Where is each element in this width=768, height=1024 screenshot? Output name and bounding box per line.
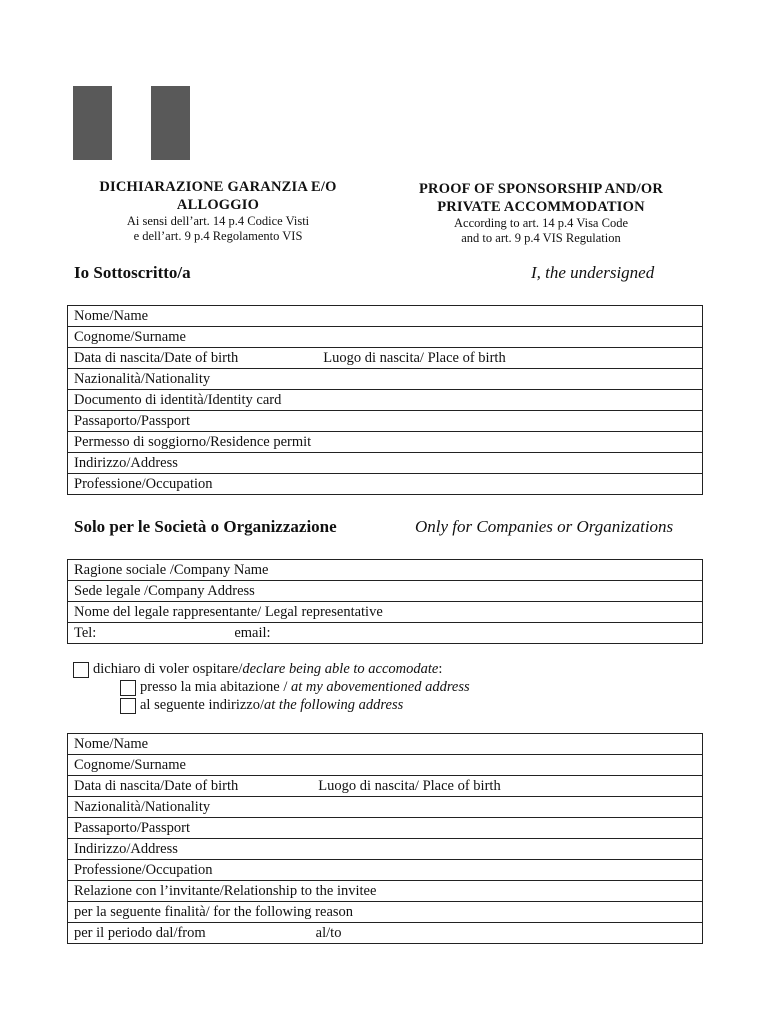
- guest-place-of-birth-label: Luogo di nascita/ Place of birth: [318, 777, 501, 794]
- passport-field[interactable]: Passaporto/Passport: [68, 411, 703, 432]
- declare-checkbox[interactable]: [73, 662, 89, 678]
- surname-field[interactable]: Cognome/Surname: [68, 327, 703, 348]
- flag-stripe-right: [151, 86, 190, 160]
- section1-title-en: I, the undersigned: [531, 263, 655, 282]
- table-row[interactable]: [68, 369, 703, 390]
- email-label: email:: [234, 624, 271, 641]
- table-row[interactable]: [68, 411, 703, 432]
- relationship-field[interactable]: Relazione con l’invitante/Relationship to the invitee: [68, 881, 703, 902]
- guest-birth-field[interactable]: Data di nascita/Date of birth Luogo di nascita/ Place of birth: [68, 776, 703, 797]
- table-row[interactable]: [68, 306, 703, 327]
- header-it-title-1: DICHIARAZIONE GARANZIA E/O: [99, 179, 337, 195]
- contact-field[interactable]: [68, 623, 703, 644]
- table-row[interactable]: [68, 623, 703, 644]
- table-row[interactable]: [68, 797, 703, 818]
- section2-title-it: Solo per le Società o Organizzazione: [74, 517, 337, 536]
- legal-representative-field[interactable]: Nome del legale rappresentante/ Legal representative: [68, 602, 703, 623]
- identity-card-field[interactable]: Documento di identità/Identity card: [68, 390, 703, 411]
- option-other-address: al seguente indirizzo/ at the following address: [120, 697, 403, 714]
- table-row[interactable]: [68, 839, 703, 860]
- place-of-birth-label: Luogo di nascita/ Place of birth: [323, 349, 506, 366]
- residence-permit-field[interactable]: Permesso di soggiorno/Residence permit: [68, 432, 703, 453]
- table-row[interactable]: [68, 902, 703, 923]
- table-row[interactable]: [68, 776, 703, 797]
- header-en-title-2: PRIVATE ACCOMMODATION: [437, 199, 645, 215]
- company-address-field[interactable]: Sede legale /Company Address: [68, 581, 703, 602]
- header-it-sub-2: e dell’art. 9 p.4 Regolamento VIS: [133, 229, 303, 243]
- name-field[interactable]: Nome/Name: [68, 306, 703, 327]
- period-field[interactable]: [68, 923, 703, 944]
- flag-emblem: [73, 86, 190, 160]
- company-form-table: [67, 559, 703, 644]
- table-row[interactable]: [68, 390, 703, 411]
- guest-name-field[interactable]: Nome/Name: [68, 734, 703, 755]
- header-en-sub-2: and to art. 9 p.4 VIS Regulation: [461, 231, 621, 245]
- section2-title-en: Only for Companies or Organizations: [415, 517, 674, 536]
- company-name-field[interactable]: Ragione sociale /Company Name: [68, 560, 703, 581]
- guest-passport-field[interactable]: Passaporto/Passport: [68, 818, 703, 839]
- period-from-label: per il periodo dal/from: [74, 924, 206, 941]
- period-to-label: al/to: [315, 924, 342, 941]
- other-address-checkbox[interactable]: [120, 698, 136, 714]
- guest-form-table: [67, 733, 703, 944]
- declare-line: dichiaro di voler ospitare/ declare being able to accomodate :: [73, 661, 442, 678]
- address-field[interactable]: Indirizzo/Address: [68, 453, 703, 474]
- header-english: [400, 180, 682, 246]
- table-row[interactable]: [68, 734, 703, 755]
- table-row[interactable]: [68, 432, 703, 453]
- table-row[interactable]: [68, 453, 703, 474]
- table-row[interactable]: [68, 581, 703, 602]
- guest-occupation-field[interactable]: Professione/Occupation: [68, 860, 703, 881]
- section1-title-it: Io Sottoscritto/a: [74, 263, 191, 282]
- birth-field[interactable]: Data di nascita/Date of birth Luogo di nascita/ Place of birth: [68, 348, 703, 369]
- table-row[interactable]: [68, 923, 703, 944]
- option-own-home: presso la mia abitazione / at my abovementioned address: [120, 679, 470, 696]
- guest-address-field[interactable]: Indirizzo/Address: [68, 839, 703, 860]
- table-row[interactable]: [68, 881, 703, 902]
- table-row[interactable]: [68, 755, 703, 776]
- header-italian: [78, 178, 358, 244]
- table-row[interactable]: [68, 560, 703, 581]
- guest-surname-field[interactable]: Cognome/Surname: [68, 755, 703, 776]
- table-row[interactable]: [68, 327, 703, 348]
- table-row[interactable]: [68, 602, 703, 623]
- header-en-title-1: PROOF OF SPONSORSHIP AND/OR: [419, 181, 663, 197]
- table-row[interactable]: [68, 474, 703, 495]
- table-row[interactable]: [68, 860, 703, 881]
- table-row[interactable]: [68, 348, 703, 369]
- flag-stripe-left: [73, 86, 112, 160]
- own-home-checkbox[interactable]: [120, 680, 136, 696]
- tel-label: Tel:: [74, 624, 97, 641]
- sponsor-form-table: [67, 305, 703, 495]
- header-it-sub-1: Ai sensi dell’art. 14 p.4 Codice Visti: [126, 214, 310, 228]
- flag-stripe-middle: [112, 86, 151, 160]
- guest-nationality-field[interactable]: Nazionalità/Nationality: [68, 797, 703, 818]
- reason-field[interactable]: per la seguente finalità/ for the following reason: [68, 902, 703, 923]
- nationality-field[interactable]: Nazionalità/Nationality: [68, 369, 703, 390]
- header-en-sub-1: According to art. 14 p.4 Visa Code: [454, 216, 628, 230]
- header-it-title-2: ALLOGGIO: [176, 197, 260, 213]
- occupation-field[interactable]: Professione/Occupation: [68, 474, 703, 495]
- table-row[interactable]: [68, 818, 703, 839]
